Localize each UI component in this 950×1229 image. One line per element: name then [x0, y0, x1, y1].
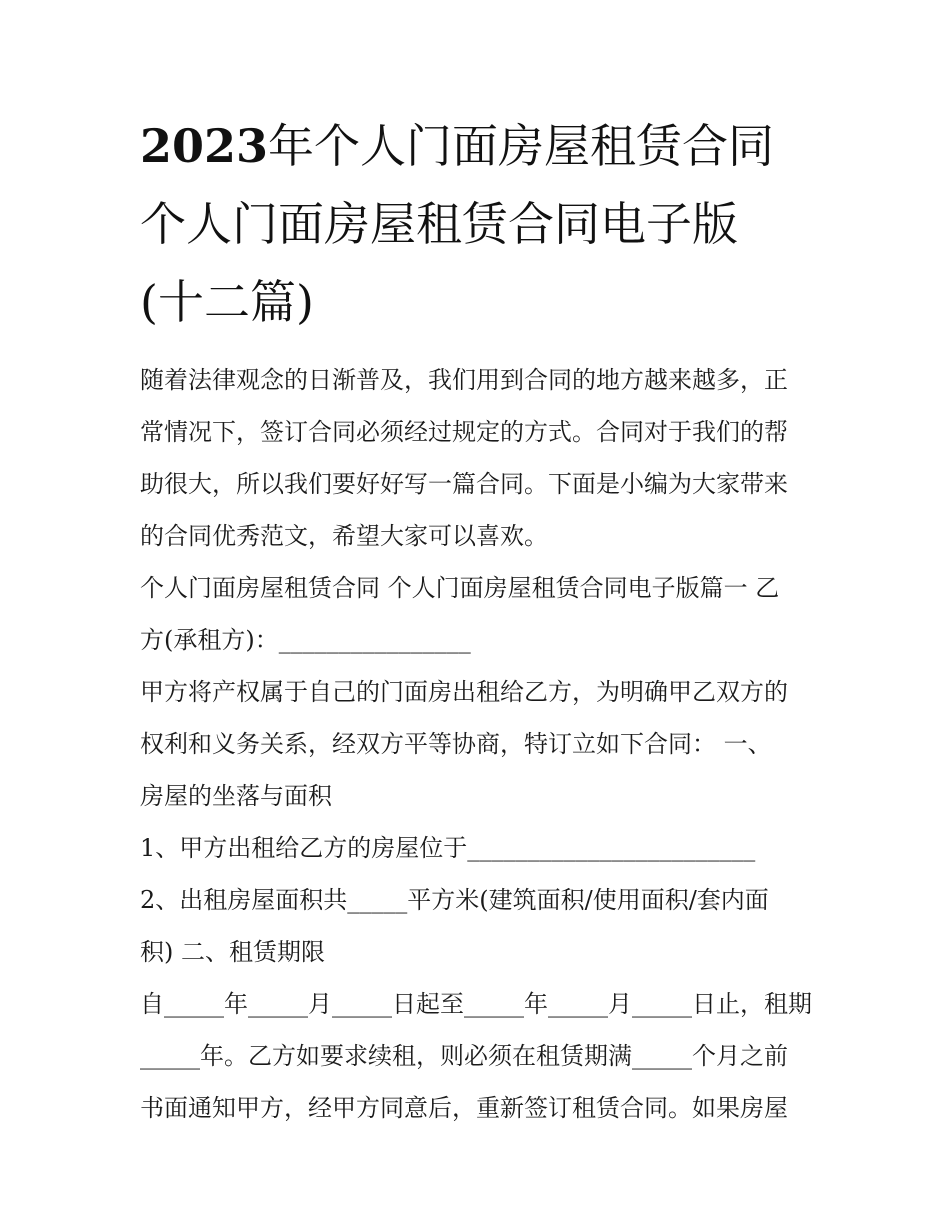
body-line-11: 2、出租房屋面积共_____平方米(建筑面积/使用面积/套内面: [140, 886, 769, 914]
title-year: 2023: [140, 119, 269, 173]
body-line-3: 助很大，所以我们要好好写一篇合同。下面是小编为大家带来: [140, 470, 788, 498]
body-line-5: 个人门面房屋租赁合同 个人门面房屋租赁合同电子版篇一 乙: [140, 574, 780, 602]
body-line-1: 随着法律观念的日渐普及，我们用到合同的地方越来越多，正: [140, 366, 788, 394]
body-line-12: 积) 二、租赁期限: [140, 938, 325, 966]
body-line-2: 常情况下，签订合同必须经过规定的方式。合同对于我们的帮: [140, 418, 788, 446]
body-line-6: 方(承租方)：________________: [140, 626, 471, 654]
body-line-8: 权利和义务关系，经双方平等协商，特订立如下合同： 一、: [140, 730, 772, 758]
body-line-9: 房屋的坐落与面积: [140, 782, 332, 810]
body-line-10: 1、甲方出租给乙方的房屋位于________________________: [140, 834, 756, 862]
document-title-line-1: [140, 118, 820, 174]
title-line-1-rest: 年个人门面房屋租赁合同: [268, 119, 775, 173]
document-title-line-2: 个人门面房屋租赁合同电子版: [140, 197, 738, 251]
document-title-line-3: (十二篇): [140, 275, 314, 329]
body-line-7: 甲方将产权属于自己的门面房出租给乙方，为明确甲乙双方的: [140, 678, 788, 706]
body-line-15: 书面通知甲方，经甲方同意后，重新签订租赁合同。如果房屋: [140, 1094, 788, 1122]
body-line-14: _____年。乙方如要求续租，则必须在租赁期满_____个月之前: [140, 1042, 788, 1070]
body-line-13: 自_____年_____月_____日起至_____年_____月_____日止，租期: [140, 990, 812, 1018]
body-line-4: 的合同优秀范文，希望大家可以喜欢。: [140, 522, 548, 550]
